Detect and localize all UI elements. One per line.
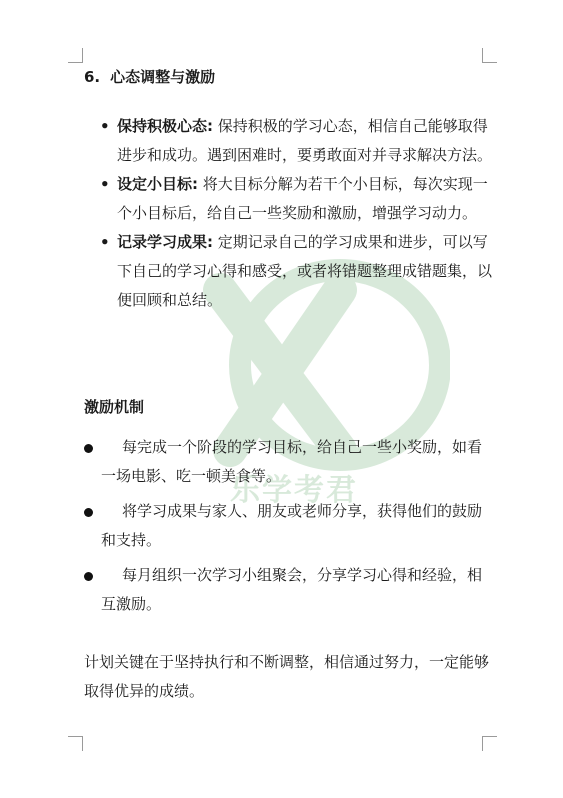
mechanism-item [84, 497, 494, 555]
section-title: 心态调整与激励 [110, 68, 216, 86]
bullet-dot-icon: • [100, 175, 110, 193]
tip-text: 将大目标分解为若干个小目标，每次实现一个小目标后，给自己一些奖励和激励，增强学习动力。 [117, 175, 488, 222]
mechanism-list [84, 433, 494, 625]
mechanism-item-text: 每月组织一次学习小组聚会，分享学习心得和经验，相互激励。 [101, 566, 483, 613]
crop-mark-top-right [482, 48, 497, 63]
section-number: 6. [84, 68, 101, 86]
tip-colon: : [192, 175, 199, 193]
watermark-text: 乐学考君 [230, 473, 358, 508]
tip-item [100, 170, 500, 228]
crop-mark-top-left [68, 48, 83, 63]
tip-text: 定期记录自己的学习成果和进步，可以写下自己的学习心得和感受，或者将错题整理成错题集，以便回顾和总结。 [117, 233, 493, 309]
tip-colon: : [207, 117, 214, 135]
section-heading [84, 66, 215, 87]
tips-list [100, 112, 500, 315]
tip-text: 保持积极的学习心态，相信自己能够取得进步和成功。遇到困难时，要勇敢面对并寻求解决方法。 [117, 117, 493, 164]
tip-item [100, 112, 500, 170]
tip-colon: : [207, 233, 214, 251]
bullet-circle-icon [84, 444, 93, 453]
bullet-dot-icon: • [100, 233, 110, 251]
mechanism-item-text: 将学习成果与家人、朋友或老师分享，获得他们的鼓励和支持。 [101, 502, 483, 549]
crop-mark-bottom-right [482, 736, 497, 751]
mechanism-item [84, 561, 494, 619]
crop-mark-bottom-left [68, 736, 83, 751]
mechanism-item-text: 每完成一个阶段的学习目标，给自己一些小奖励，如看一场电影、吃一顿美食等。 [101, 438, 483, 485]
tip-item [100, 228, 500, 315]
tip-label: 保持积极心态 [117, 117, 208, 135]
tip-label: 记录学习成果 [117, 233, 208, 251]
mechanism-item [84, 433, 494, 491]
tip-label: 设定小目标 [117, 175, 193, 193]
closing-paragraph: 计划关键在于坚持执行和不断调整，相信通过努力，一定能够取得优异的成绩。 [84, 653, 490, 700]
bullet-circle-icon [84, 508, 93, 517]
bullet-dot-icon: • [100, 117, 110, 135]
mechanism-heading: 激励机制 [84, 398, 145, 416]
bullet-circle-icon [84, 572, 93, 581]
